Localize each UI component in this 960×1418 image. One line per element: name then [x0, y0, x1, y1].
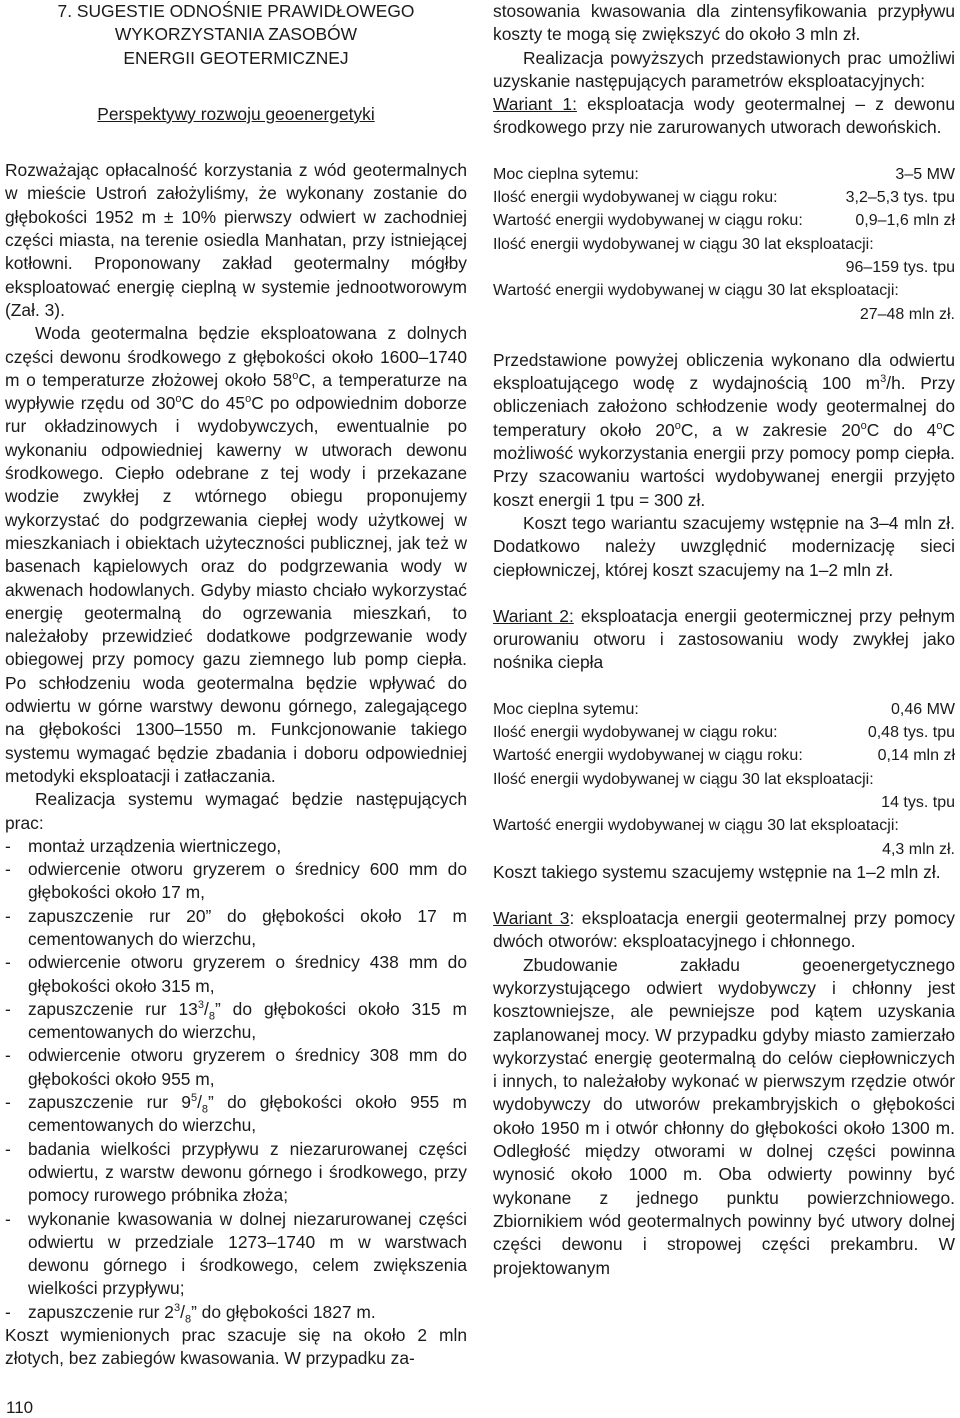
- chapter-heading: [5, 0, 467, 70]
- list-item: - zapuszczenie rur 20” do głębokości około 17 m cementowanych do wierzchu,: [5, 905, 467, 949]
- page-number: 110: [6, 1398, 34, 1417]
- list-item: - wykonanie kwasowania w dolnej niezarurowanej części odwiertu w przedziale 1273–1740 m w warstwach dewonu górnego i środkowego, celem zwiększenia wielkości przypływu;: [5, 1208, 467, 1299]
- variant-2-params: [493, 698, 955, 861]
- heading-line: 7. SUGESTIE ODNOŚNIE PRAWIDŁOWEGO: [57, 1, 415, 21]
- list-item: - badania wielkości przypływu z niezarurowanej części odwiertu, z warstw dewonu górnego i środkowego, przy pomocy rurowego próbnika złoża;: [5, 1138, 467, 1206]
- list-item: - odwiercenie otworu gryzerem o średnicy 600 mm do głębokości około 17 m,: [5, 859, 467, 903]
- param-row: Ilość energii wydobywanej w ciągu 30 lat eksploatacji: 96–159 tys. tpu: [493, 235, 955, 276]
- param-row: Wartość energii wydobywanej w ciągu roku: 0,9–1,6 mln zł: [493, 212, 955, 230]
- paragraph: Przedstawione powyżej obliczenia wykonano dla odwiertu eksploatującego wodę z wydajnością 100 $m^3/h$. Przy obliczeniach założono schłodzenie wody geotermalnej do temperatury około 20$^o$C, a w zakresie 20$^o$C do 4$^o$C możliwość wykorzystania energii przy pomocy pomp ciepła. Przy szacowaniu wartości wydobywanej energii przyjęto koszt energii 1 tpu = 300 zł.: [493, 349, 955, 510]
- list-item: - montaż urządzenia wiertniczego,: [5, 835, 282, 856]
- variant-2-description: Wariant 2: eksploatacja energii geotermicznej przy pełnym orurowaniu otworu i zastosowaniu wody zwykłej jako nośnika ciepła: [493, 605, 956, 673]
- list-item: - odwiercenie otworu gryzerem o średnicy 308 mm do głębokości około 955 m,: [5, 1045, 467, 1089]
- list-item: - zapuszczenie rur $2^3/_8$” do głębokości 1827 m.: [5, 1301, 376, 1326]
- heading-line: ENERGII GEOTERMICZNEJ: [123, 47, 349, 68]
- param-row: Ilość energii wydobywanej w ciągu roku: 0,48 tys. tpu: [493, 724, 955, 742]
- param-row: Wartość energii wydobywanej w ciągu roku: 0,14 mln zł: [493, 747, 955, 765]
- paragraph: Koszt takiego systemu szacujemy wstępnie na 1–2 mln zł.: [493, 861, 941, 882]
- param-row: Ilość energii wydobywanej w ciągu roku: 3,2–5,3 tys. tpu: [493, 189, 955, 207]
- paragraph: Zbudowanie zakładu geoenergetycznego wykorzystującego odwiert wydobywczy i chłonny jest kosztowniejsze, ale pewniejsze pod kątem uzyskania zaplanowanej mocy. W przypadku gdyby miasto zamierzało wykorzystać energię geotermalną do celów ciepłowniczych i innych, to należałoby wykonać w pierwszym rzędzie otwór wydobywczy do utworów prekambryjskich o głębokości około 1950 m i otwór chłonny do głębokości około 1300 m. Odległość między otworami w dolnej części powinna wynosić około 1000 m. Oba odwierty powinny być wykonane z jednego punktu powierzchniowego. Zbiornikiem wód geotermalnych powinny być utwory dolnej części dewonu i stropowej części prekambru. W projektowanym: [493, 954, 955, 1278]
- paragraph: Realizacja powyższych przedstawionych prac umożliwi uzyskanie następujących parametrów eksploatacyjnych:: [493, 47, 955, 91]
- right-column: [493, 0, 955, 1280]
- paragraph: Woda geotermalna będzie eksploatowana z dolnych części dewonu środkowego z głębokości około 1600–1740 m o temperaturze złożowej około 58$^o$C, a temperaturze na wypływie rzędu od 30$^o$C do 45$^o$C po odpowiednim doborze rur okładzinowych i wydobywczych, ewentualnie po wykonaniu odpowiedniej kawerny w utworach dewonu środkowego. Ciepło odebrane z tej wody i przekazane wodzie zwykłej z wtórnego obiegu proponujemy wykorzystać do podgrzewania ciepłej wody użytkowej w mieszkaniach i obiektach użyteczności publicznej, jak też w basenach kąpielowych oraz do podgrzewania wody w akwenach hodowlanych. Gdyby miasto chciało wykorzystać energię geotermalną do ogrzewania mieszkań, to należałoby przewidzieć dodatkowe podgrzewanie wody obiegowej przy pomocy gazu ziemnego lub pomp ciepła. Po schłodzeniu woda geotermalna będzie wpływać do odwiertu w górne warstwy dewonu górnego, zalegającego na głębokości 1300–1550 m. Funkcjonowanie takiego systemu wymagać będzie zbadania i doboru odpowiedniej metodyki eksploatacji i zatłaczania.: [5, 323, 467, 786]
- paragraph: Koszt wymienionych prac szacuje się na około 2 mln złotych, bez zabiegów kwasowania. W przypadku za-: [5, 1325, 467, 1369]
- variant-1-params: [493, 163, 955, 326]
- variant-label: Wariant 2:: [493, 605, 574, 626]
- param-row: Wartość energii wydobywanej w ciągu 30 lat eksploatacji: 4,3 mln zł.: [493, 817, 955, 858]
- paragraph: Rozważając opłacalność korzystania z wód geotermalnych w mieście Ustroń założyliśmy, że wykonany zostanie do głębokości 1952 m ± 10% pierwszy odwiert w zachodniej części miasta, na terenie osiedla Manhatan, przy istniejącej kotłowni. Proponowany zakład geotermalny mógłby eksploatować energię cieplną w systemie jednootworowym (Zał. 3).: [5, 160, 467, 320]
- param-row: Moc cieplna sytemu: 3–5 MW: [493, 165, 955, 183]
- work-list: [5, 835, 467, 1324]
- paragraph: stosowania kwasowania dla zintensyfikowania przypływu koszty te mogą się zwiększyć do około 3 mln zł.: [493, 1, 955, 45]
- variant-label: Wariant 1:: [493, 94, 577, 115]
- param-row: Moc cieplna sytemu: 0,46 MW: [493, 700, 955, 718]
- variant-3-description: Wariant 3: eksploatacja energii geotermalnej przy pomocy dwóch otworów: eksploatacyjnego i chłonnego.: [493, 908, 955, 952]
- left-column: [5, 0, 467, 1371]
- paragraph: Realizacja systemu wymagać będzie następujących prac:: [5, 789, 467, 833]
- paragraph: Koszt tego wariantu szacujemy wstępnie na 3–4 mln zł. Dodatkowo należy uwzględnić modernizację sieci ciepłowniczej, której koszt szacujemy na 1–2 mln zł.: [493, 512, 955, 580]
- list-item: - odwiercenie otworu gryzerem o średnicy 438 mm do głębokości około 315 m,: [5, 952, 467, 996]
- section-subheading: Perspektywy rozwoju geoenergetyki: [97, 103, 375, 124]
- param-row: Ilość energii wydobywanej w ciągu 30 lat eksploatacji: 14 tys. tpu: [493, 770, 955, 811]
- list-item: - zapuszczenie rur $13^3/_8$” do głębokości około 315 m cementowanych do wierzchu,: [5, 998, 467, 1043]
- variant-label: Wariant 3: [493, 908, 570, 929]
- heading-line: WYKORZYSTANIA ZASOBÓW: [114, 24, 358, 45]
- param-row: Wartość energii wydobywanej w ciągu 30 lat eksploatacji: 27–48 mln zł.: [493, 282, 955, 323]
- list-item: - zapuszczenie rur $9^5/_8$” do głębokości około 955 m cementowanych do wierzchu,: [5, 1092, 467, 1136]
- variant-1-description: Wariant 1: eksploatacja wody geotermalnej – z dewonu środkowego przy nie zarurowanych utworach dewońskich.: [493, 94, 955, 138]
